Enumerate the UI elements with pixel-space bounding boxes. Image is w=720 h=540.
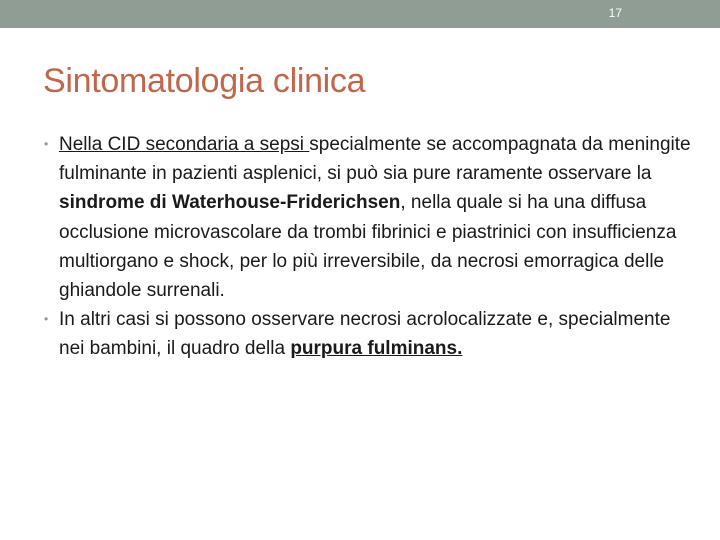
body-text: , nella quale si ha una diffusa occlusione microvascolare da trombi fibrinici e piastrinici con insufficienza multiorgano e shock, per lo più irreversibile, da necrosi emorragica delle ghiandole surrenali.	[59, 192, 677, 302]
bullet-item-1	[44, 130, 694, 305]
bullet-icon: •	[44, 312, 49, 327]
slide-number: 17	[608, 6, 622, 20]
bullet-item-2	[44, 305, 694, 363]
bullet-icon: •	[44, 137, 49, 151]
slide-title: Sintomatologia clinica	[43, 62, 366, 100]
bullet-list	[44, 130, 694, 364]
body-text: specialmente se accompagnata da meningite fulminante in pazienti asplenici, si può sia pure raramente osservare la	[59, 134, 691, 185]
bold-underlined-text: purpura fulminans.	[290, 338, 463, 360]
header-bar	[0, 0, 720, 28]
underlined-text: Nella CID secondaria a sepsi	[59, 134, 310, 155]
bold-text: sindrome di Waterhouse-Friderichsen	[59, 192, 401, 214]
body-text: In altri casi si possono osservare necrosi acrolocalizzate e, specialmente nei bambini, il quadro della	[59, 309, 671, 360]
